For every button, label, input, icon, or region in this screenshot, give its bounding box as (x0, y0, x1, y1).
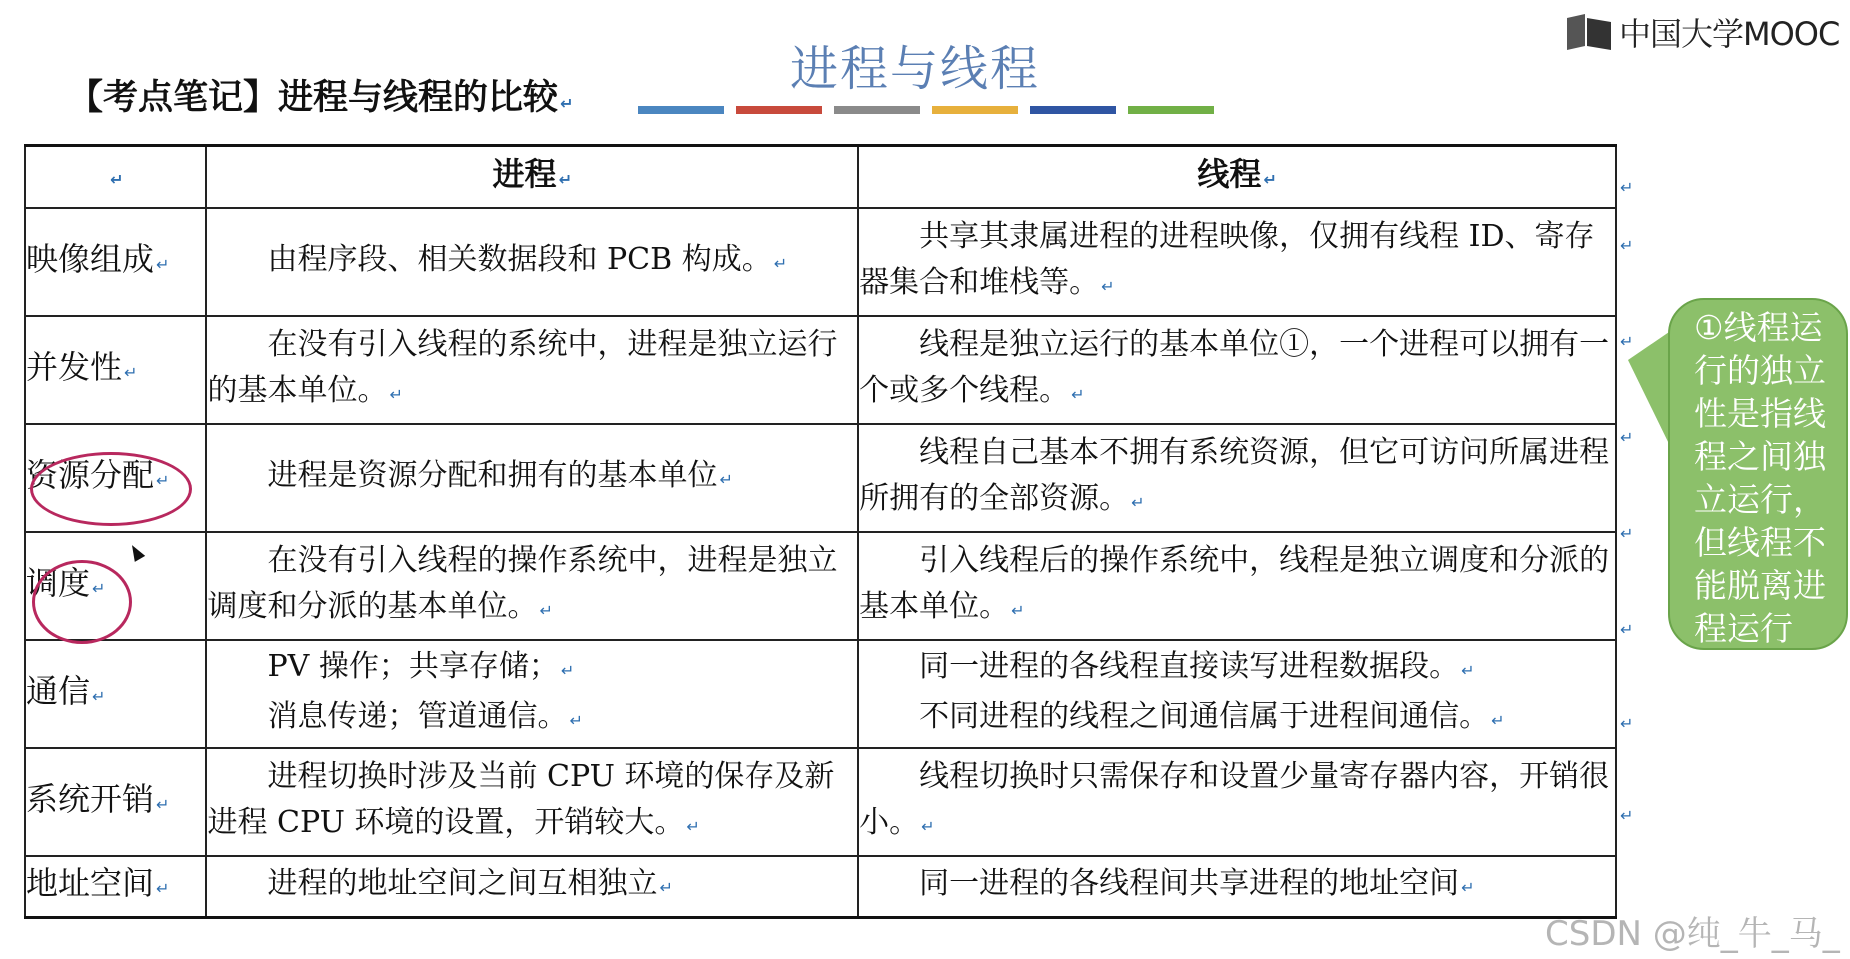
row-label (25, 208, 206, 316)
mooc-logo-icon (1565, 12, 1613, 52)
process-cell (206, 208, 858, 316)
color-bars (638, 106, 1214, 114)
row-label (25, 856, 206, 918)
row-label-text: 资源分配 (26, 455, 155, 494)
color-bar (736, 106, 822, 114)
table-header-cell (25, 146, 206, 208)
paragraph-mark-icon: ↵ (1491, 710, 1505, 730)
thread-cell (858, 856, 1616, 918)
paragraph-mark-icon: ↵ (560, 660, 575, 680)
row-label-text: 地址空间 (26, 864, 155, 903)
paragraph-mark-icon: ↵ (921, 816, 935, 836)
process-text: 进程是资源分配和拥有的基本单位 ↵ (267, 457, 733, 493)
thread-text: 共享其隶属进程的进程映像，仅拥有线程 ID、寄存器集合和堆栈等。 ↵ (859, 218, 1595, 300)
paragraph-mark-icon: ↵ (1071, 384, 1085, 404)
paragraph-mark-icon: ↵ (539, 600, 553, 620)
paragraph-mark-icon: ↵ (719, 469, 733, 489)
thread-cell (858, 424, 1616, 532)
paragraph-mark-icon: ↵ (558, 169, 572, 189)
process-text: PV 操作；共享存储； ↵ (267, 648, 575, 684)
thread-text: 同一进程的各线程直接读写进程数据段。 ↵ (919, 648, 1475, 684)
color-bar (834, 106, 920, 114)
thread-cell (858, 316, 1616, 424)
watermark: CSDN @纯_牛_马_ (1545, 914, 1840, 954)
mooc-logo-text: 中国大学MOOC (1619, 15, 1840, 53)
paragraph-mark-icon: ↵ (156, 794, 170, 814)
thread-text: 同一进程的各线程间共享进程的地址空间 ↵ (919, 866, 1475, 902)
thread-cell (858, 640, 1616, 748)
table-row (25, 532, 1616, 640)
process-cell (206, 424, 858, 532)
process-cell (206, 316, 858, 424)
table-row (25, 856, 1616, 918)
process-text: 由程序段、相关数据段和 PCB 构成。 ↵ (267, 241, 788, 277)
thread-text: 不同进程的线程之间通信属于进程间通信。 ↵ (919, 698, 1505, 734)
color-bar (1030, 106, 1116, 114)
footnote-callout: ①线程运行的独立性是指线程之间独立运行，但线程不能脱离进程运行 (1668, 298, 1848, 650)
paragraph-mark-icon: ↵ (1620, 428, 1634, 447)
row-label (25, 748, 206, 856)
paragraph-mark-icon: ↵ (686, 816, 700, 836)
paragraph-mark-icon: ↵ (124, 362, 138, 382)
table-row (25, 316, 1616, 424)
table-row (25, 640, 1616, 748)
row-label (25, 316, 206, 424)
paragraph-mark-icon: ↵ (1461, 660, 1475, 680)
row-label-text: 并发性 (26, 347, 123, 386)
paragraph-mark-icon: ↵ (389, 384, 403, 404)
process-text: 在没有引入线程的系统中，进程是独立运行的基本单位。 ↵ (207, 326, 838, 408)
paragraph-mark-icon: ↵ (1620, 178, 1634, 197)
thread-cell (858, 208, 1616, 316)
paragraph-mark-icon: ↵ (1620, 236, 1634, 255)
table-header-cell (206, 146, 858, 208)
table-row (25, 748, 1616, 856)
process-text: 消息传递；管道通信。 ↵ (267, 698, 583, 734)
process-text: 在没有引入线程的操作系统中，进程是独立调度和分派的基本单位。 ↵ (207, 542, 838, 624)
thread-cell (858, 532, 1616, 640)
paragraph-mark-icon: ↵ (110, 169, 124, 189)
color-bar (932, 106, 1018, 114)
color-bar (638, 106, 724, 114)
paragraph-mark-icon: ↵ (1461, 878, 1475, 898)
thread-text: 线程自己基本不拥有系统资源，但它可访问所属进程所拥有的全部资源。 ↵ (859, 434, 1610, 516)
paragraph-mark-icon: ↵ (1131, 492, 1145, 512)
header-text: 线程 (1197, 154, 1262, 193)
thread-text: 线程是独立运行的基本单位①，一个进程可以拥有一个或多个线程。 ↵ (859, 326, 1610, 408)
table-header-cell (858, 146, 1616, 208)
paragraph-mark-icon: ↵ (156, 470, 170, 490)
table-row (25, 424, 1616, 532)
paragraph-mark-icon: ↵ (1263, 169, 1277, 189)
row-label-text: 通信 (26, 671, 91, 710)
paragraph-mark-icon: ↵ (1620, 714, 1634, 733)
slide-title: 进程与线程 (790, 41, 1041, 97)
paragraph-mark-icon: ↵ (92, 686, 106, 706)
process-text: 进程的地址空间之间互相独立 ↵ (267, 866, 673, 902)
mooc-logo (1565, 10, 1839, 54)
process-cell (206, 640, 858, 748)
paragraph-mark-icon: ↵ (659, 878, 673, 898)
paragraph-mark-icon: ↵ (1620, 620, 1634, 639)
callout-pointer (1628, 330, 1672, 450)
paragraph-mark-icon: ↵ (1620, 524, 1634, 543)
comparison-table (24, 144, 1617, 919)
paragraph-mark-icon: ↵ (92, 578, 106, 598)
note-heading: 【考点笔记】进程与线程的比较 ↵ (68, 78, 574, 118)
row-label-text: 映像组成 (26, 239, 155, 278)
paragraph-mark-icon: ↵ (156, 254, 170, 274)
thread-text: 引入线程后的操作系统中，线程是独立调度和分派的基本单位。 ↵ (859, 542, 1610, 624)
paragraph-mark-icon: ↵ (1101, 276, 1115, 296)
row-label (25, 640, 206, 748)
process-cell (206, 856, 858, 918)
paragraph-mark-icon: ↵ (773, 253, 788, 273)
header-text: 进程 (492, 154, 557, 193)
paragraph-mark-icon: ↵ (1620, 806, 1634, 825)
table-row (25, 208, 1616, 316)
row-label-text: 系统开销 (26, 779, 155, 818)
paragraph-mark-icon: ↵ (1620, 332, 1634, 351)
process-cell (206, 532, 858, 640)
row-label (25, 532, 206, 640)
paragraph-mark-icon: ↵ (569, 710, 583, 730)
paragraph-mark-icon: ↵ (1011, 600, 1025, 620)
row-label (25, 424, 206, 532)
color-bar (1128, 106, 1214, 114)
row-label-text: 调度 (26, 563, 91, 602)
process-text: 进程切换时涉及当前 CPU 环境的保存及新进程 CPU 环境的设置，开销较大。 ↵ (207, 758, 835, 840)
paragraph-mark-icon: ↵ (156, 879, 170, 899)
thread-text: 线程切换时只需保存和设置少量寄存器内容，开销很小。 ↵ (859, 758, 1610, 840)
process-cell (206, 748, 858, 856)
thread-cell (858, 748, 1616, 856)
